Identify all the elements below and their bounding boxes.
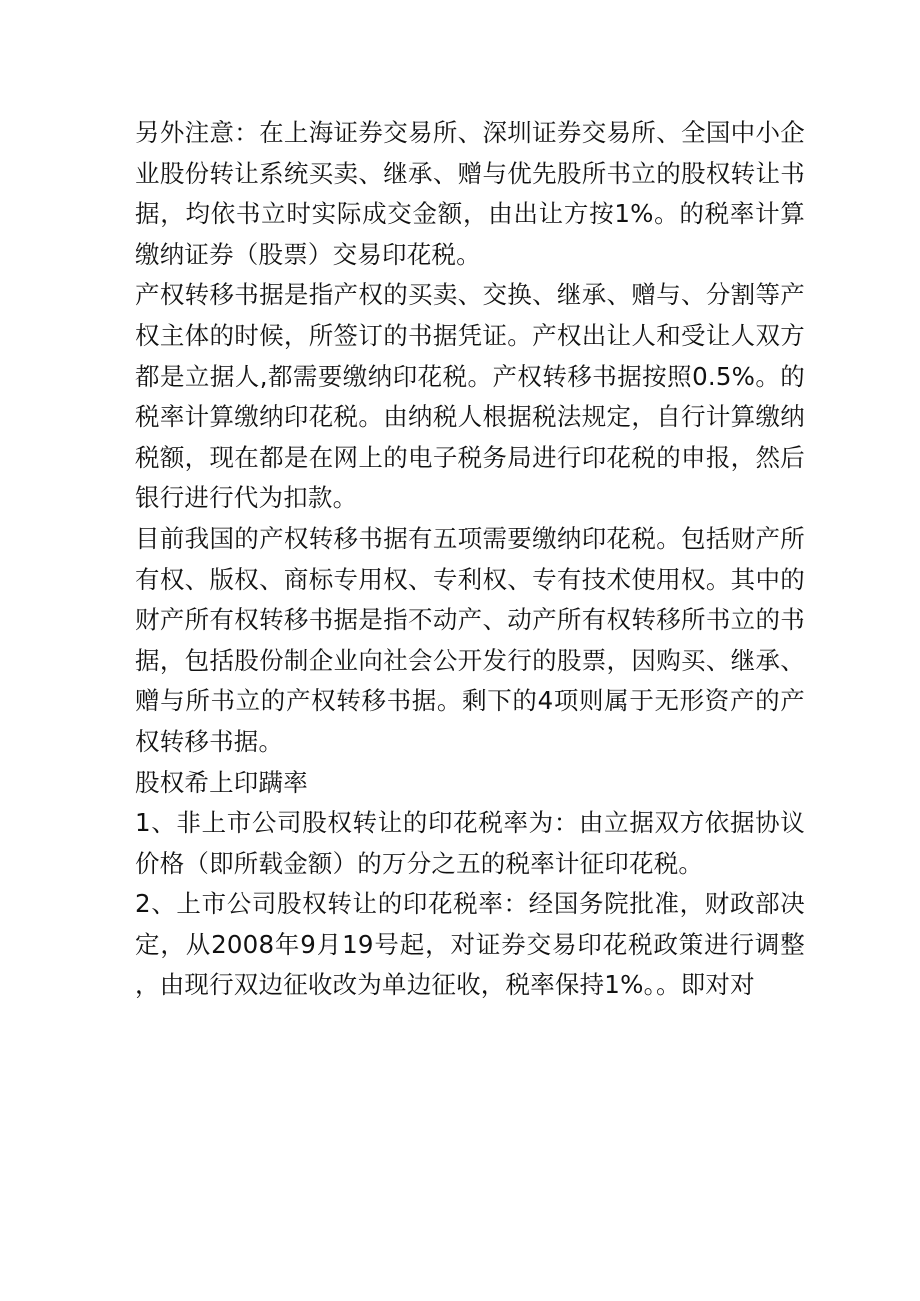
section-heading: 股权希上印蹒率	[135, 767, 308, 797]
document-page	[135, 113, 805, 1006]
paragraph-item-1: 1、非上市公司股权转让的印花税率为：由立据双方依据协议价格（即所载金额）的万分之五的税率计征印花税。	[135, 808, 805, 878]
paragraph-five-items: 目前我国的产权转移书据有五项需要缴纳印花税。包括财产所有权、版权、商标专用权、专利权、专有技术使用权。其中的财产所有权转移书据是指不动产、动产所有权转移所书立的书据，包括股份制企业向社会公开发行的股票，因购买、继承、赠与所书立的产权转移书据。剩下的4项则属于无形资产的产权转移书据。	[135, 523, 805, 756]
paragraph-property-transfer: 产权转移书据是指产权的买卖、交换、继承、赠与、分割等产权主体的时候，所签订的书据凭证。产权出让人和受让人双方都是立据人,都需要缴纳印花税。产权转移书据按照0.5%。的税率计算缴纳印花税。由纳税人根据税法规定，自行计算缴纳税额，现在都是在网上的电子税务局进行印花税的申报，然后银行进行代为扣款。	[135, 280, 805, 513]
paragraph-notice: 另外注意：在上海证券交易所、深圳证券交易所、全国中小企业股份转让系统买卖、继承、赠与优先股所书立的股权转让书据，均依书立时实际成交金额，由出让方按1%。的税率计算缴纳证券（股票）交易印花税。	[135, 118, 805, 269]
paragraph-item-2: 2、上市公司股权转让的印花税率：经国务院批准，财政部决定，从2008年9月19号起，对证券交易印花税政策进行调整，由现行双边征收改为单边征收，税率保持1%。。即对对	[135, 889, 805, 1000]
